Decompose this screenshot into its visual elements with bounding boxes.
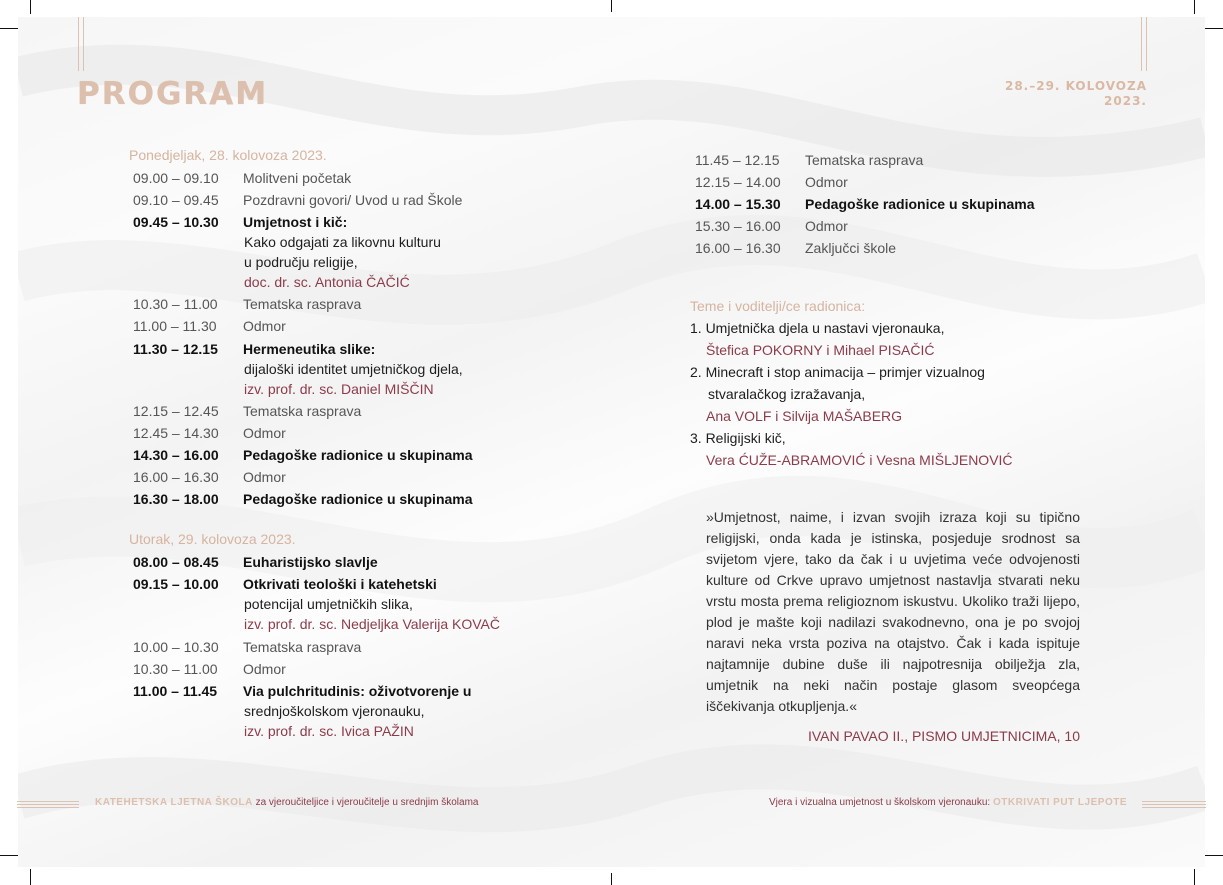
time: 12.45 – 14.30 <box>133 425 219 441</box>
session-title: Tematska rasprava <box>805 152 924 168</box>
crop-mark <box>1203 28 1223 29</box>
session-title: Pedagoške radionice u skupinama <box>805 196 1035 212</box>
topic-leaders: Vera ĆUŽE-ABRAMOVIĆ i Vesna MIŠLJENOVIĆ <box>706 452 1013 468</box>
time: 09.00 – 09.10 <box>133 170 219 186</box>
session-subtitle: dijaloški identitet umjetničkog djela, <box>244 361 463 377</box>
time: 10.00 – 10.30 <box>133 639 219 655</box>
time: 11.00 – 11.30 <box>133 318 217 334</box>
session-subtitle: Kako odgajati za likovnu kulturu <box>244 234 441 250</box>
speaker: izv. prof. dr. sc. Ivica PAŽIN <box>244 723 414 739</box>
time: 10.30 – 11.00 <box>133 661 218 677</box>
time: 08.00 – 08.45 <box>133 554 219 570</box>
session-title: Odmor <box>243 318 286 334</box>
schedule-row <box>133 212 347 232</box>
crop-mark <box>0 28 20 29</box>
session-title: Hermeneutika slike: <box>243 341 376 357</box>
time: 14.00 – 15.30 <box>695 196 781 212</box>
session-title: Tematska rasprava <box>243 296 362 312</box>
topic-title: 1. Umjetnička djela u nastavi vjeronauka, <box>690 320 945 336</box>
crop-mark <box>30 0 31 14</box>
time: 16.30 – 18.00 <box>133 491 219 507</box>
time: 12.15 – 14.00 <box>695 174 781 190</box>
session-title: Odmor <box>243 661 286 677</box>
time: 16.00 – 16.30 <box>695 240 781 256</box>
schedule-row <box>133 423 286 443</box>
schedule-row <box>133 190 462 210</box>
quote-text: »Umjetnost, naime, i izvan svojih izraza koji su tipično religijski, onda kada je istinska, posjeduje srodnost sa svijetom vjere, tako da čak i u uvjetima veće odvojenosti kulture od Crkve upravo umjetnost nastavlja stvarati neku vrstu mosta prema religioznom iskustvu. Ukoliko traži lijepo, plod je mašte koji nadilazi svakodnevno, ona je po svojoj naravi neka vrsta poziva na otajstvo. Čak i kada ispituje najtamnije dubine duše ili najpotresnija obilježja zla, umjetnik na neki način postaje glasom sveopćega iščekivanja otkupljenja.« <box>706 509 1080 714</box>
topic-leaders: Ana VOLF i Silvija MAŠABERG <box>706 408 903 424</box>
footer-school-name: KATEHETSKA LJETNA ŠKOLA <box>95 797 253 808</box>
crop-mark <box>611 0 612 12</box>
time: 15.30 – 16.00 <box>695 218 781 234</box>
footer-decorative-lines <box>17 801 79 808</box>
topic-leaders: Štefica POKORNY i Mihael PISAČIĆ <box>706 342 935 358</box>
session-title: Via pulchritudinis: oživotvorenje u <box>243 683 472 699</box>
session-title: Odmor <box>243 469 286 485</box>
schedule-row <box>695 172 848 192</box>
session-title: Euharistijsko slavlje <box>243 554 378 570</box>
topic-title-cont: stvaralačkog izražavanja, <box>708 386 866 402</box>
decorative-bar <box>78 17 84 71</box>
schedule-row <box>133 339 375 359</box>
time: 10.30 – 11.00 <box>133 296 218 312</box>
time: 09.10 – 09.45 <box>133 192 219 208</box>
schedule-row <box>133 552 378 572</box>
topic-title: 3. Religijski kič, <box>690 430 786 446</box>
session-title: Tematska rasprava <box>243 403 362 419</box>
session-subtitle: u području religije, <box>244 254 358 270</box>
session-title: Umjetnost i kič: <box>243 214 348 230</box>
speaker: izv. prof. dr. sc. Nedjeljka Valerija KOVAČ <box>244 616 500 632</box>
schedule-row <box>133 316 286 336</box>
time: 09.15 – 10.00 <box>133 576 219 592</box>
crop-mark <box>1203 855 1223 856</box>
schedule-row <box>133 294 361 314</box>
session-title: Otkrivati teološki i katehetski <box>243 576 437 592</box>
footer-theme-subtitle: Vjera i vizualna umjetnost u školskom vjeronauku: <box>768 797 991 808</box>
event-dates-line2: 2023. <box>1104 94 1147 108</box>
schedule-row <box>695 238 896 258</box>
schedule-row <box>133 168 351 188</box>
time: 11.30 – 12.15 <box>133 341 218 357</box>
footer-right <box>769 797 1127 808</box>
schedule-row <box>133 637 361 657</box>
footer-school-subtitle: za vjeroučiteljice i vjeroučitelje u srednjim školama <box>255 797 479 808</box>
event-dates-line1: 28.–29. KOLOVOZA <box>1004 79 1147 93</box>
session-title: Molitveni početak <box>243 170 352 186</box>
speaker: izv. prof. dr. sc. Daniel MIŠČIN <box>244 381 434 397</box>
crop-mark <box>611 873 612 885</box>
quote-citation: IVAN PAVAO II., PISMO UMJETNICIMA, 10 <box>807 728 1080 744</box>
time: 11.00 – 11.45 <box>133 683 218 699</box>
schedule-row <box>133 659 286 679</box>
topics-heading: Teme i voditelji/ce radionica: <box>690 298 866 314</box>
event-dates <box>1005 79 1147 109</box>
time: 12.15 – 12.45 <box>133 403 219 419</box>
footer-decorative-lines <box>1142 801 1206 808</box>
crop-mark <box>1194 869 1195 885</box>
time: 16.00 – 16.30 <box>133 469 219 485</box>
session-title: Odmor <box>805 218 848 234</box>
crop-mark <box>1194 0 1195 14</box>
day2-heading: Utorak, 29. kolovoza 2023. <box>129 531 296 547</box>
crop-mark <box>30 869 31 885</box>
schedule-row <box>133 401 361 421</box>
page-title: PROGRAM <box>77 76 269 112</box>
topic-title: 2. Minecraft i stop animacija – primjer vizualnog <box>690 364 985 380</box>
schedule-row <box>133 445 473 465</box>
decorative-bar <box>1141 17 1147 71</box>
session-title: Pedagoške radionice u skupinama <box>243 447 473 463</box>
session-title: Odmor <box>805 174 848 190</box>
session-title: Pozdravni govori/ Uvod u rad Škole <box>243 192 463 208</box>
session-title: Zaključci škole <box>805 240 897 256</box>
schedule-row <box>695 150 923 170</box>
session-subtitle: srednjoškolskom vjeronauku, <box>244 703 425 719</box>
day1-heading: Ponedjeljak, 28. kolovoza 2023. <box>129 147 327 163</box>
schedule-row <box>133 467 286 487</box>
time: 09.45 – 10.30 <box>133 214 219 230</box>
footer-theme-name: OTKRIVATI PUT LJEPOTE <box>992 797 1127 808</box>
schedule-row <box>695 194 1035 214</box>
crop-mark <box>0 855 20 856</box>
schedule-row <box>133 681 471 701</box>
schedule-row <box>133 574 437 594</box>
time: 11.45 – 12.15 <box>695 152 780 168</box>
session-title: Odmor <box>243 425 286 441</box>
session-subtitle: potencijal umjetničkih slika, <box>244 596 413 612</box>
session-title: Pedagoške radionice u skupinama <box>243 491 473 507</box>
speaker: doc. dr. sc. Antonia ČAČIĆ <box>244 274 410 290</box>
footer-left <box>95 797 478 808</box>
time: 14.30 – 16.00 <box>133 447 219 463</box>
schedule-row <box>133 489 473 509</box>
session-title: Tematska rasprava <box>243 639 362 655</box>
schedule-row <box>695 216 848 236</box>
